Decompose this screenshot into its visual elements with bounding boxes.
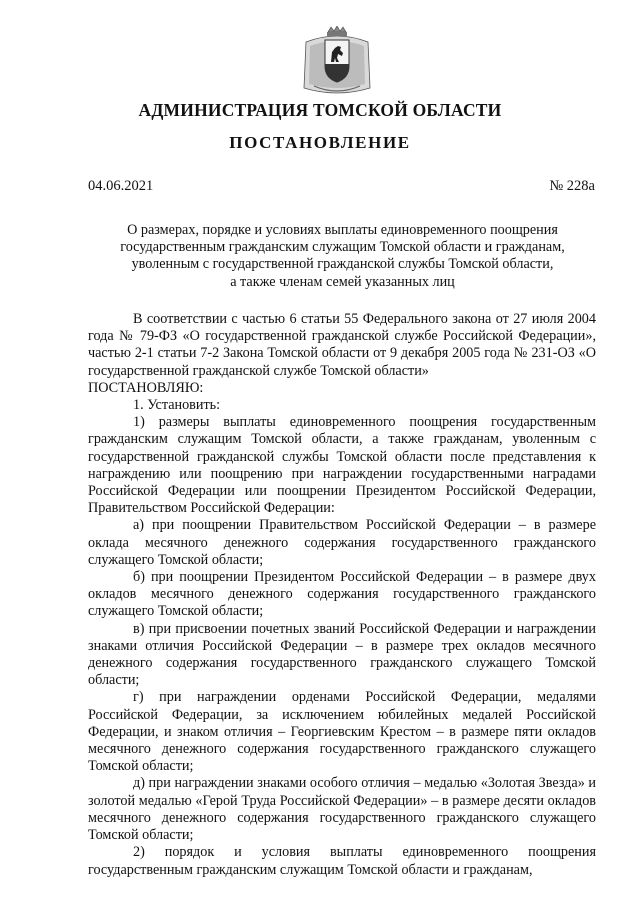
- subclause-a: а) при поощрении Правительством Российской Федерации – в размере оклада месячного денежного содержания государственного гражданского служащего Томской области;: [88, 517, 596, 568]
- coat-of-arms-icon: [300, 26, 374, 98]
- subclause-b: б) при поощрении Президентом Российской Федерации – в размере двух окладов месячного денежного содержания государственного гражданского служащего Томской области;: [88, 569, 596, 620]
- document-type: ПОСТАНОВЛЕНИЕ: [229, 133, 411, 152]
- clause-1-2: 2) порядок и условия выплаты единовременного поощрения государственным гражданским служащим Томской области и гражданам,: [88, 844, 596, 878]
- subclause-g: г) при награждении орденами Российской Федерации, медалями Российской Федерации, за исключением юбилейных медалей Российской Федерации, и знаком отличия – Георгиевским Крестом – в размере пяти окладов месячного денежного содержания государственного гражданского служащего Томской области;: [88, 689, 596, 775]
- organization-title: АДМИНИСТРАЦИЯ ТОМСКОЙ ОБЛАСТИ: [138, 100, 502, 120]
- document-body: [88, 311, 596, 879]
- document-subject: [100, 222, 585, 291]
- subject-line: государственным гражданским служащим Томской области и гражданам,: [120, 239, 565, 256]
- clause-1: 1. Установить:: [133, 397, 221, 414]
- subject-line: а также членам семей указанных лиц: [230, 273, 455, 290]
- subject-line: уволенным с государственной гражданской службы Томской области,: [131, 256, 554, 273]
- subclause-d: д) при награждении знаками особого отличия – медалью «Золотая Звезда» и золотой медалью «Герой Труда Российской Федерации» – в размере десяти окладов месячного денежного содержания государственного гражданского служащего Томской области;: [88, 775, 596, 844]
- document-date: 04.06.2021: [88, 178, 154, 194]
- clause-1-1: 1) размеры выплаты единовременного поощрения государственным гражданским служащим Томской области, а также гражданам, уволенным с государственной гражданской службы Томской области после представления к награждению или поощрению при награждении государственными наградами Российской Федерации или поощрении Президентом Российской Федерации, Правительством Российской Федерации:: [88, 414, 596, 517]
- subject-line: О размерах, порядке и условиях выплаты единовременного поощрения: [127, 222, 558, 238]
- document-number: № 228а: [549, 178, 595, 194]
- subclause-v: в) при присвоении почетных званий Российской Федерации и награждении знаками отличия Российской Федерации – в размере трех окладов месячного денежного содержания государственного гражданского служащего Томской области;: [88, 620, 596, 689]
- resolve-heading: ПОСТАНОВЛЯЮ:: [88, 379, 204, 396]
- preamble-paragraph: В соответствии с частью 6 статьи 55 Федерального закона от 27 июля 2004 года № 79-ФЗ «О государственной гражданской службе Российской Федерации», частью 2-1 статьи 7-2 Закона Томской области от 9 декабря 2005 года № 231-ОЗ «О государственной гражданской службе Томской области»: [88, 311, 596, 379]
